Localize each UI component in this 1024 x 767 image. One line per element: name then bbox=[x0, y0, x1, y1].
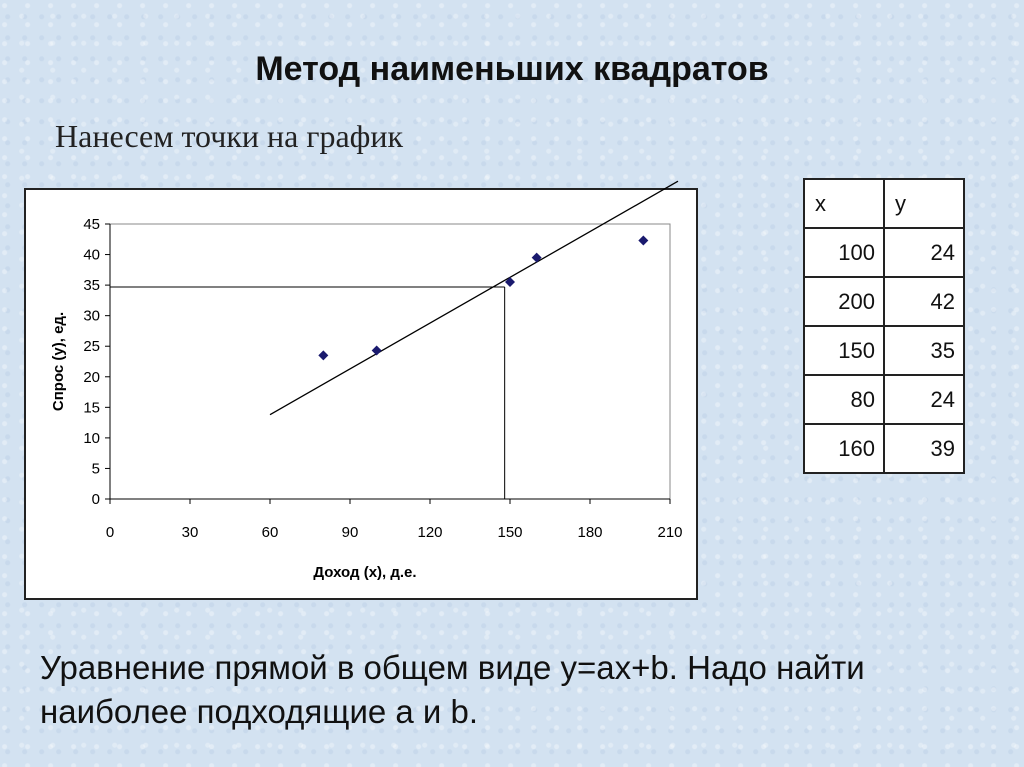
data-point bbox=[532, 253, 542, 263]
x-tick-label: 210 bbox=[657, 524, 683, 541]
fit-line bbox=[270, 181, 678, 414]
x-tick-label: 30 bbox=[181, 524, 199, 541]
table-cell-y: 24 bbox=[884, 375, 964, 424]
x-tick-label: 90 bbox=[341, 524, 359, 541]
y-tick-label: 35 bbox=[83, 277, 100, 295]
table-row bbox=[804, 424, 964, 473]
table-cell-y: 24 bbox=[884, 228, 964, 277]
data-point bbox=[318, 350, 328, 360]
table-row bbox=[804, 228, 964, 277]
y-tick-label: 10 bbox=[83, 429, 100, 447]
table-cell-x: 150 bbox=[804, 326, 884, 375]
table-cell-x: 100 bbox=[804, 228, 884, 277]
y-tick-label: 20 bbox=[83, 368, 100, 386]
table-cell-y: 35 bbox=[884, 326, 964, 375]
slide-subtitle: Нанесем точки на график bbox=[55, 118, 404, 154]
table-row bbox=[804, 277, 964, 326]
y-tick-label: 0 bbox=[91, 491, 100, 508]
table-row bbox=[804, 326, 964, 375]
x-tick-label: 150 bbox=[497, 524, 523, 541]
x-tick-label: 60 bbox=[261, 524, 279, 541]
y-tick-label: 45 bbox=[83, 216, 100, 233]
plot-area bbox=[110, 224, 670, 499]
data-point bbox=[638, 236, 648, 246]
slide-title: Метод наименьших квадратов bbox=[255, 50, 769, 88]
table-cell-x: 80 bbox=[804, 375, 884, 424]
x-tick-label: 0 bbox=[105, 524, 115, 541]
table-header-row bbox=[804, 179, 964, 228]
y-tick-label: 15 bbox=[83, 399, 100, 417]
equation-text: Уравнение прямой в общем виде y=ax+b. Надо найти наиболее подходящие a и b. bbox=[40, 649, 865, 730]
y-tick-label: 40 bbox=[83, 246, 100, 264]
y-axis-label: Спрос (y), ед. bbox=[50, 311, 67, 412]
x-axis-label: Доход (x), д.е. bbox=[313, 564, 417, 581]
table-cell-y: 39 bbox=[884, 424, 964, 473]
table-row bbox=[804, 375, 964, 424]
x-tick-label: 120 bbox=[417, 524, 443, 541]
scatter-chart bbox=[24, 188, 698, 600]
y-tick-label: 25 bbox=[83, 338, 100, 356]
x-tick-label: 180 bbox=[577, 524, 603, 541]
table-header-y: y bbox=[884, 179, 964, 228]
y-tick-label: 30 bbox=[83, 307, 100, 325]
y-tick-label: 5 bbox=[91, 460, 100, 478]
table-cell-x: 200 bbox=[804, 277, 884, 326]
table-header-x: x bbox=[804, 179, 884, 228]
data-point bbox=[505, 277, 515, 287]
table-cell-y: 42 bbox=[884, 277, 964, 326]
data-point bbox=[372, 346, 382, 356]
chart-canvas bbox=[26, 190, 700, 602]
data-table bbox=[803, 178, 965, 474]
table-cell-x: 160 bbox=[804, 424, 884, 473]
